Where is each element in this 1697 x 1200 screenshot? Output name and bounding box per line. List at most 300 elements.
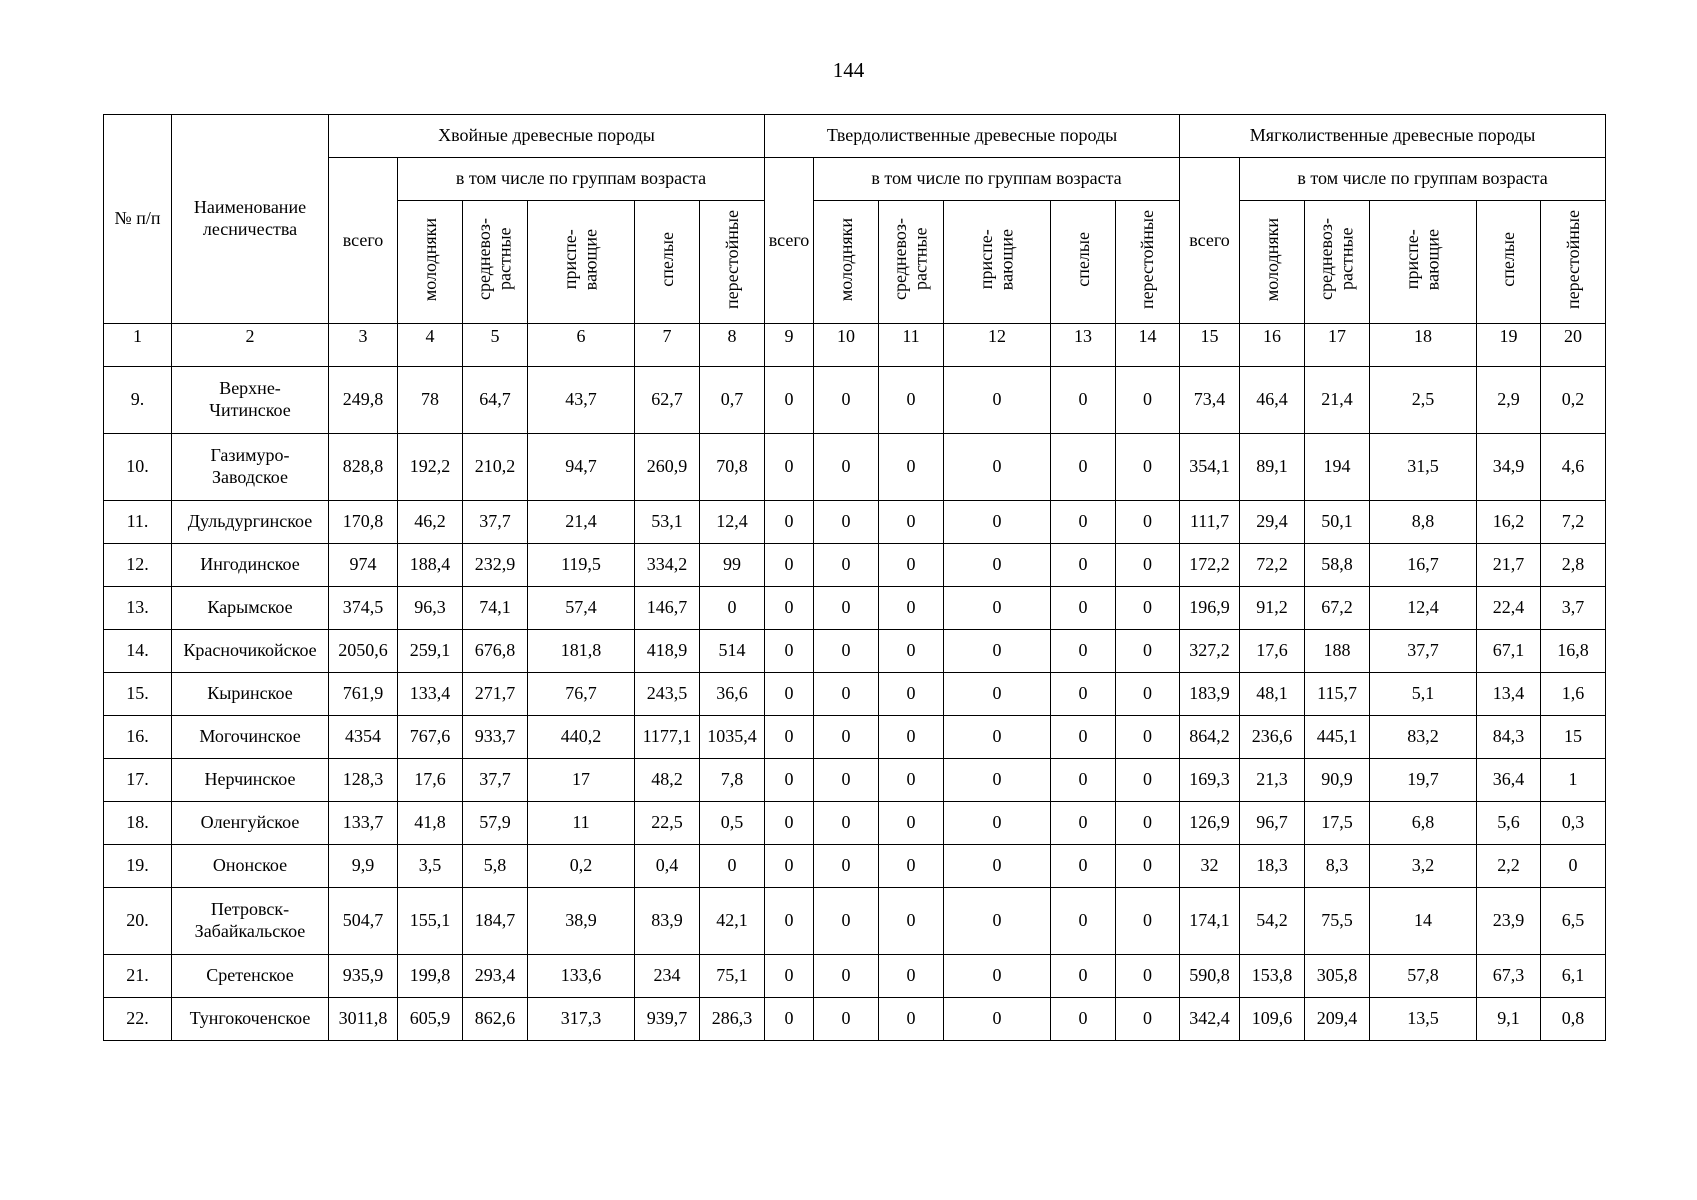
table-cell: 0 [814,630,879,673]
table-cell: 862,6 [463,998,528,1041]
table-cell: 0 [1116,544,1180,587]
table-cell: 199,8 [398,955,463,998]
table-cell: 374,5 [329,587,398,630]
table-cell: 155,1 [398,888,463,955]
table-cell: 0 [814,673,879,716]
table-cell: 133,6 [528,955,635,998]
table-cell: 0 [879,501,944,544]
table-cell: 0 [1116,630,1180,673]
table-cell: 83,9 [635,888,700,955]
forestry-name: Ононское [172,845,329,888]
header-age-group-label: приспе- вающие [1402,228,1444,290]
table-cell: 57,9 [463,802,528,845]
table-cell: 0 [879,716,944,759]
row-number: 20. [104,888,172,955]
table-cell: 0 [765,367,814,434]
table-cell: 14 [1370,888,1477,955]
header-age-group-label: молодняки [835,217,856,301]
table-cell: 0 [944,716,1051,759]
table-cell: 5,8 [463,845,528,888]
column-number: 1 [104,324,172,367]
table-cell: 0 [1116,888,1180,955]
header-age-group [1116,201,1180,324]
table-cell: 109,6 [1240,998,1305,1041]
header-name: Наименование лесничества [172,115,329,324]
row-number: 13. [104,587,172,630]
header-age-group [700,201,765,324]
column-number: 13 [1051,324,1116,367]
header-age-group [463,201,528,324]
table-cell: 0,2 [1541,367,1606,434]
table-cell: 0,2 [528,845,635,888]
table-cell: 0 [879,802,944,845]
table-cell: 188 [1305,630,1370,673]
table-row [104,587,1606,630]
table-cell: 0 [765,544,814,587]
table-cell: 72,2 [1240,544,1305,587]
table-cell: 119,5 [528,544,635,587]
table-cell: 0,8 [1541,998,1606,1041]
forestry-name: Кыринское [172,673,329,716]
table-cell: 0 [1116,998,1180,1041]
row-number: 16. [104,716,172,759]
table-cell: 84,3 [1477,716,1541,759]
table-cell: 94,7 [528,434,635,501]
table-cell: 67,1 [1477,630,1541,673]
table-cell: 0,5 [700,802,765,845]
table-cell: 0 [944,544,1051,587]
table-cell: 133,7 [329,802,398,845]
table-cell: 46,4 [1240,367,1305,434]
header-age-group-label: перестойные [1137,209,1158,309]
row-number: 17. [104,759,172,802]
table-cell: 0 [944,630,1051,673]
table-cell: 5,6 [1477,802,1541,845]
table-cell: 12,4 [1370,587,1477,630]
table-cell: 0 [814,802,879,845]
forestry-name: Газимуро- Заводское [172,434,329,501]
table-cell: 169,3 [1180,759,1240,802]
table-cell: 31,5 [1370,434,1477,501]
table-cell: 0,4 [635,845,700,888]
table-cell: 0 [814,888,879,955]
table-cell: 54,2 [1240,888,1305,955]
table-cell: 34,9 [1477,434,1541,501]
header-age-group-label: средневоз- растные [1316,218,1358,301]
table-cell: 0 [944,434,1051,501]
table-cell: 0 [944,501,1051,544]
table-cell: 0 [814,434,879,501]
table-cell: 0,3 [1541,802,1606,845]
table-cell: 6,8 [1370,802,1477,845]
forestry-name: Петровск- Забайкальское [172,888,329,955]
table-cell: 12,4 [700,501,765,544]
forestry-name: Сретенское [172,955,329,998]
table-cell: 21,4 [528,501,635,544]
table-cell: 0 [944,998,1051,1041]
table-cell: 0 [814,716,879,759]
table-cell: 16,8 [1541,630,1606,673]
table-cell: 1,6 [1541,673,1606,716]
table-cell: 761,9 [329,673,398,716]
table-cell: 43,7 [528,367,635,434]
header-age-group [1477,201,1541,324]
table-cell: 115,7 [1305,673,1370,716]
table-cell: 48,1 [1240,673,1305,716]
table-cell: 6,1 [1541,955,1606,998]
column-number: 7 [635,324,700,367]
table-row [104,544,1606,587]
row-number: 10. [104,434,172,501]
column-number: 12 [944,324,1051,367]
table-cell: 57,8 [1370,955,1477,998]
column-number: 4 [398,324,463,367]
table-cell: 11 [528,802,635,845]
table-cell: 0 [765,673,814,716]
table-cell: 99 [700,544,765,587]
table-cell: 0 [1051,367,1116,434]
table-cell: 0 [879,673,944,716]
table-cell: 21,3 [1240,759,1305,802]
column-number: 8 [700,324,765,367]
table-cell: 146,7 [635,587,700,630]
table-cell: 0 [765,630,814,673]
header-age-group [1305,201,1370,324]
table-cell: 0 [1051,998,1116,1041]
table-cell: 232,9 [463,544,528,587]
table-cell: 3011,8 [329,998,398,1041]
table-cell: 0 [814,955,879,998]
forestry-name: Оленгуйское [172,802,329,845]
table-cell: 2,2 [1477,845,1541,888]
table-cell: 96,3 [398,587,463,630]
table-cell: 0 [1116,434,1180,501]
forest-stock-table [103,114,1606,1041]
table-cell: 3,7 [1541,587,1606,630]
table-cell: 0 [814,998,879,1041]
table-cell: 22,4 [1477,587,1541,630]
table-cell: 0 [1116,802,1180,845]
header-by-age: в том числе по группам возраста [1240,158,1606,201]
table-cell: 2050,6 [329,630,398,673]
table-cell: 19,7 [1370,759,1477,802]
table-cell: 36,6 [700,673,765,716]
table-cell: 0 [1051,802,1116,845]
header-age-group-label: приспе- вающие [560,228,601,290]
table-cell: 0 [1116,845,1180,888]
row-number: 19. [104,845,172,888]
table-cell: 67,3 [1477,955,1541,998]
row-number: 11. [104,501,172,544]
table-cell: 5,1 [1370,673,1477,716]
table-cell: 514 [700,630,765,673]
table-cell: 354,1 [1180,434,1240,501]
group-hardwood: Твердолиственные древесные породы [765,115,1180,158]
table-cell: 17,5 [1305,802,1370,845]
table-cell: 0 [879,630,944,673]
forestry-name: Верхне- Читинское [172,367,329,434]
table-cell: 38,9 [528,888,635,955]
table-cell: 111,7 [1180,501,1240,544]
table-cell: 590,8 [1180,955,1240,998]
table-cell: 0 [1051,759,1116,802]
header-age-group [1051,201,1116,324]
table-cell: 1177,1 [635,716,700,759]
table-cell: 3,5 [398,845,463,888]
forestry-name: Ингодинское [172,544,329,587]
table-cell: 183,9 [1180,673,1240,716]
table-cell: 4354 [329,716,398,759]
table-cell: 0 [765,845,814,888]
table-cell: 933,7 [463,716,528,759]
table-cell: 15 [1541,716,1606,759]
table-cell: 293,4 [463,955,528,998]
table-cell: 0 [765,759,814,802]
table-row [104,955,1606,998]
table-cell: 0 [765,802,814,845]
header-age-group-label: приспе- вающие [976,228,1017,290]
table-cell: 0 [879,367,944,434]
table-cell: 342,4 [1180,998,1240,1041]
table-cell: 0 [765,998,814,1041]
table-cell: 62,7 [635,367,700,434]
table-cell: 1 [1541,759,1606,802]
column-number: 20 [1541,324,1606,367]
header-age-group [528,201,635,324]
column-number: 11 [879,324,944,367]
table-cell: 0 [879,845,944,888]
table-cell: 0 [814,845,879,888]
table-cell: 192,2 [398,434,463,501]
header-by-age: в том числе по группам возраста [814,158,1180,201]
table-cell: 7,8 [700,759,765,802]
table-cell: 0 [944,845,1051,888]
table-cell: 67,2 [1305,587,1370,630]
page-number: 144 [832,58,865,82]
table-cell: 76,7 [528,673,635,716]
table-cell: 22,5 [635,802,700,845]
header-by-age: в том числе по группам возраста [398,158,765,201]
header-total: всего [329,158,398,324]
row-number: 12. [104,544,172,587]
column-number: 6 [528,324,635,367]
table-cell: 828,8 [329,434,398,501]
table-cell: 0 [879,888,944,955]
table-cell: 21,4 [1305,367,1370,434]
table-cell: 0 [1116,367,1180,434]
table-cell: 70,8 [700,434,765,501]
header-age-group [1541,201,1606,324]
table-cell: 0 [765,888,814,955]
table-cell: 0 [1051,544,1116,587]
table-cell: 0 [1051,888,1116,955]
table-cell: 334,2 [635,544,700,587]
table-cell: 0 [1051,673,1116,716]
header-age-group [1370,201,1477,324]
table-cell: 128,3 [329,759,398,802]
column-number: 2 [172,324,329,367]
table-cell: 418,9 [635,630,700,673]
table-cell: 0 [1051,716,1116,759]
table-cell: 935,9 [329,955,398,998]
table-cell: 0 [765,434,814,501]
table-cell: 42,1 [700,888,765,955]
row-number: 15. [104,673,172,716]
table-row [104,802,1606,845]
forestry-name: Тунгокоченское [172,998,329,1041]
table-cell: 0 [814,759,879,802]
table-cell: 23,9 [1477,888,1541,955]
header-age-group-label: средневоз- растные [474,218,515,301]
table-cell: 2,9 [1477,367,1541,434]
table-cell: 9,9 [329,845,398,888]
table-cell: 181,8 [528,630,635,673]
table-cell: 0 [944,367,1051,434]
table-cell: 0 [814,501,879,544]
table-cell: 3,2 [1370,845,1477,888]
table-cell: 174,1 [1180,888,1240,955]
table-cell: 16,2 [1477,501,1541,544]
table-cell: 64,7 [463,367,528,434]
table-cell: 0 [1051,587,1116,630]
table-cell: 0 [765,716,814,759]
table-cell: 32 [1180,845,1240,888]
table-cell: 29,4 [1240,501,1305,544]
header-age-group-label: спелые [1072,231,1093,287]
table-cell: 0 [1116,587,1180,630]
table-cell: 8,8 [1370,501,1477,544]
column-number: 19 [1477,324,1541,367]
table-cell: 9,1 [1477,998,1541,1041]
table-cell: 17 [528,759,635,802]
header-age-group [635,201,700,324]
table-cell: 0 [1051,630,1116,673]
table-cell: 41,8 [398,802,463,845]
header-age-group-label: спелые [656,231,677,287]
column-numbers-row [104,324,1606,367]
table-row [104,888,1606,955]
header-age-group-label: перестойные [1562,209,1583,309]
column-number: 10 [814,324,879,367]
table-row [104,998,1606,1041]
table-cell: 0 [944,802,1051,845]
table-cell: 327,2 [1180,630,1240,673]
table-cell: 78 [398,367,463,434]
header-age-group-label: перестойные [721,209,742,309]
table-cell: 89,1 [1240,434,1305,501]
table-cell: 767,6 [398,716,463,759]
table-cell: 16,7 [1370,544,1477,587]
header-total: всего [765,158,814,324]
table-cell: 0 [1116,716,1180,759]
table-cell: 0 [879,955,944,998]
table-row [104,630,1606,673]
table-cell: 0 [879,759,944,802]
table-cell: 4,6 [1541,434,1606,501]
header-age-group-label: молодняки [1261,217,1282,301]
table-cell: 939,7 [635,998,700,1041]
table-cell: 0 [944,759,1051,802]
table-row [104,367,1606,434]
table-cell: 0 [700,587,765,630]
table-cell: 0 [879,998,944,1041]
table-cell: 0 [944,587,1051,630]
table-cell: 0 [1051,501,1116,544]
forestry-name: Красночикойское [172,630,329,673]
table-row [104,716,1606,759]
table-cell: 13,4 [1477,673,1541,716]
header-age-group-label: спелые [1498,231,1519,287]
forestry-name: Нерчинское [172,759,329,802]
column-number: 17 [1305,324,1370,367]
header-age-group [814,201,879,324]
row-number: 22. [104,998,172,1041]
table-cell: 210,2 [463,434,528,501]
table-cell: 196,9 [1180,587,1240,630]
column-number: 18 [1370,324,1477,367]
table-cell: 440,2 [528,716,635,759]
header-age-group-label: молодняки [419,217,440,301]
table-cell: 234 [635,955,700,998]
table-cell: 0 [1116,501,1180,544]
header-total: всего [1180,158,1240,324]
table-cell: 194 [1305,434,1370,501]
table-cell: 605,9 [398,998,463,1041]
table-cell: 0 [1051,434,1116,501]
table-cell: 2,5 [1370,367,1477,434]
table-cell: 37,7 [463,759,528,802]
table-cell: 37,7 [463,501,528,544]
table-cell: 1035,4 [700,716,765,759]
table-cell: 75,5 [1305,888,1370,955]
column-number: 16 [1240,324,1305,367]
table-cell: 36,4 [1477,759,1541,802]
table-cell: 864,2 [1180,716,1240,759]
table-cell: 0 [1116,955,1180,998]
table-cell: 259,1 [398,630,463,673]
table-cell: 317,3 [528,998,635,1041]
forestry-name: Могочинское [172,716,329,759]
table-cell: 0 [879,587,944,630]
table-cell: 445,1 [1305,716,1370,759]
table-cell: 37,7 [1370,630,1477,673]
table-cell: 2,8 [1541,544,1606,587]
table-cell: 170,8 [329,501,398,544]
forestry-name: Карымское [172,587,329,630]
table-cell: 133,4 [398,673,463,716]
table-cell: 676,8 [463,630,528,673]
table-cell: 974 [329,544,398,587]
table-cell: 0 [765,501,814,544]
table-cell: 188,4 [398,544,463,587]
table-cell: 13,5 [1370,998,1477,1041]
table-cell: 0 [814,544,879,587]
table-cell: 0 [944,888,1051,955]
table-cell: 504,7 [329,888,398,955]
header-age-group-label: средневоз- растные [890,218,931,301]
table-cell: 90,9 [1305,759,1370,802]
table-cell: 0 [944,673,1051,716]
table-cell: 286,3 [700,998,765,1041]
table-cell: 48,2 [635,759,700,802]
table-cell: 17,6 [1240,630,1305,673]
group-conifer: Хвойные древесные породы [329,115,765,158]
forestry-name: Дульдургинское [172,501,329,544]
table-cell: 83,2 [1370,716,1477,759]
column-number: 9 [765,324,814,367]
table-cell: 0 [944,955,1051,998]
table-cell: 57,4 [528,587,635,630]
